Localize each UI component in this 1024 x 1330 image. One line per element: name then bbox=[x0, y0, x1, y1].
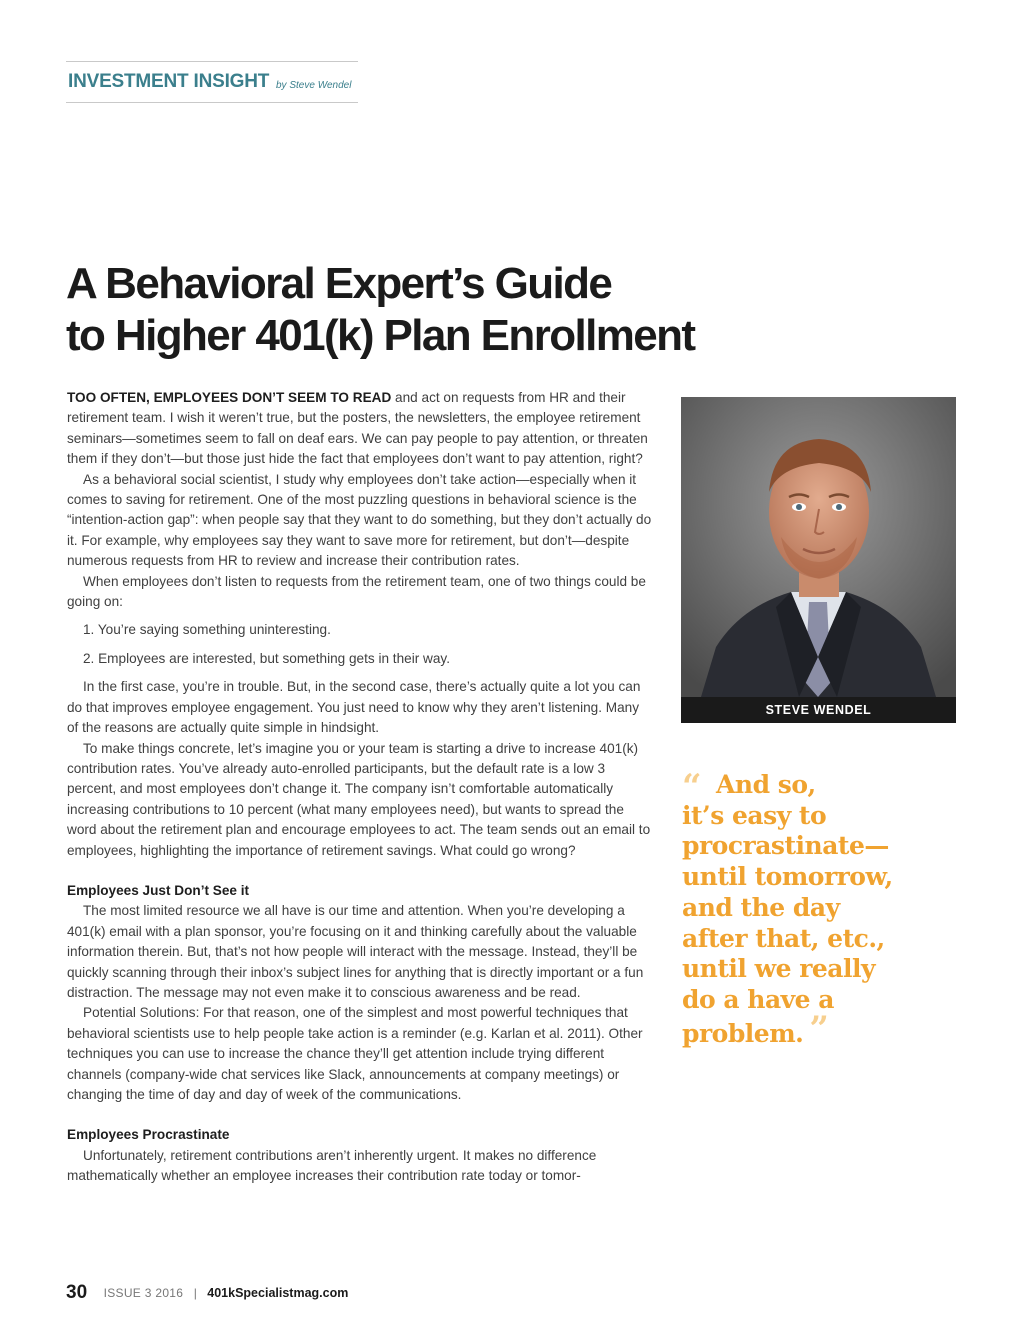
list-item: 2. Employees are interested, but something gets in their way. bbox=[83, 650, 450, 666]
page-footer bbox=[66, 1282, 348, 1306]
list-item: 1. You’re saying something uninteresting. bbox=[83, 622, 331, 638]
section-heading: Employees Just Don’t See it bbox=[67, 882, 250, 898]
paragraph: The most limited resource we all have is our time and attention. When you’re developing a 401(k) email with a plan sponsor, you’re focusing on it and thinking carefully about the valuable information therein. But, that’s not how people will interact with the message. Instead, they’ll be quickly scanning through their inbox’s subject lines for anything that is directly important or a fun distraction. The message may not even make it to conscious awareness and be read. bbox=[67, 903, 644, 1000]
pull-quote-line: And so, bbox=[716, 770, 816, 799]
article-body bbox=[67, 388, 652, 1187]
pull-quote-line: until tomorrow, bbox=[682, 862, 893, 892]
pull-quote-line: procrastinate— bbox=[682, 831, 889, 861]
footer-separator: | bbox=[193, 1286, 197, 1300]
article-headline bbox=[66, 258, 826, 362]
column-header bbox=[66, 61, 358, 103]
author-photo bbox=[681, 397, 956, 697]
page-number: 30 bbox=[66, 1282, 88, 1303]
paragraph: Potential Solutions: For that reason, one of the simplest and most powerful techniques that behavioral scientists use to help people take action is a reminder (e.g. Karlan et al. 2011). Other techniques you can use to increase the chance they’ll get attention include trying different channels (company-wide chat services like Slack, announcements at company meetings) or changing the time of day and day of week of the communications. bbox=[67, 1005, 643, 1102]
section-label: INVESTMENT INSIGHT bbox=[68, 71, 270, 92]
author-photo-frame bbox=[681, 397, 956, 723]
paragraph: As a behavioral social scientist, I study why employees don’t take action—especially when it comes to saving for retirement. One of the most puzzling questions in behavioral science is the “intention-action gap”: when people say that they want to do something, but they don’t actually do it. For example, why employees say they want to save more for retirement, but don’t—despite numerous requests from HR to review and increase their contribution rates. bbox=[67, 471, 652, 569]
paragraph: When employees don’t listen to requests from the retirement team, one of two things could be going on: bbox=[67, 573, 646, 610]
headline-line-2: to Higher 401(k) Plan Enrollment bbox=[66, 311, 695, 360]
headline-line-1: A Behavioral Expert’s Guide bbox=[66, 259, 612, 308]
paragraph-intro bbox=[67, 388, 652, 470]
pull-quote-line: after that, etc., bbox=[682, 923, 885, 953]
pull-quote-last-line bbox=[682, 1008, 982, 1050]
section-heading: Employees Procrastinate bbox=[67, 1127, 230, 1143]
paragraph: Unfortunately, retirement contributions aren’t inherently urgent. It makes no difference mathematically whether an employee increases their contribution rate today or tomor- bbox=[67, 1147, 597, 1184]
pull-quote bbox=[682, 767, 982, 1049]
open-quote-mark: “ bbox=[682, 767, 702, 807]
pull-quote-line: until we really bbox=[682, 954, 876, 984]
photo-caption: STEVE WENDEL bbox=[681, 697, 956, 723]
paragraph-intro-text: and act on requests from HR and their retirement team. I wish it weren’t true, but the posters, the newsletters, the employee retirement seminars—sometimes seem to fall on deaf ears. We can pay people to pay attention, or threaten them if they don’t—but those just hide the fact that employees don’t want to pay attention, right? bbox=[67, 390, 648, 467]
website-link[interactable]: 401kSpecialistmag.com bbox=[207, 1286, 349, 1300]
pull-quote-line: do a have a bbox=[682, 984, 834, 1014]
paragraph: In the first case, you’re in trouble. But, in the second case, there’s actually quite a lot you can do that improves employee engagement. You just need to know why they aren’t listening. Many of the reasons are actually quite simple in hindsight. bbox=[67, 679, 641, 736]
pull-quote-line: problem. bbox=[682, 1018, 804, 1048]
paragraph: To make things concrete, let’s imagine you or your team is starting a drive to increase 401(k) contribution rates. You’ve already auto-enrolled participants, but the default rate is a low 3 percent, and most employees don’t change it. The company isn’t comfortable automatically increasing contributions to 10 percent (what many employees need), but wants to spread the word about the retirement plan and encourage employees to act. The team sends out an email to employees, highlighting the importance of retirement savings. What could go wrong? bbox=[67, 740, 651, 858]
pull-quote-line: it’s easy to bbox=[682, 800, 827, 830]
lead-in: TOO OFTEN, EMPLOYEES DON’T SEEM TO READ bbox=[67, 390, 392, 405]
byline: by Steve Wendel bbox=[276, 80, 352, 91]
pull-quote-line: and the day bbox=[682, 892, 840, 922]
close-quote-mark: ” bbox=[809, 1008, 829, 1049]
issue-label: ISSUE 3 2016 bbox=[103, 1286, 184, 1300]
